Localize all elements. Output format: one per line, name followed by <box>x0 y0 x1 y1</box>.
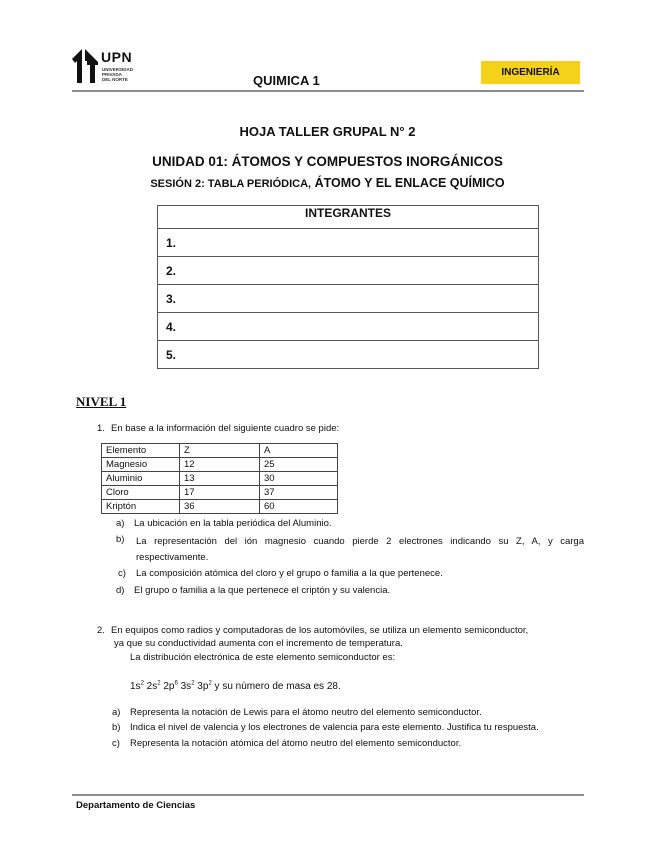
col-header: A <box>260 444 338 458</box>
member-row[interactable]: 1. <box>158 229 539 257</box>
member-row[interactable]: 5. <box>158 341 539 369</box>
footer-department: Departamento de Ciencias <box>76 800 196 811</box>
elements-table <box>101 443 338 514</box>
col-header: Z <box>180 444 260 458</box>
logo-subtitle: UNIVERSIDAD PRIVADA DEL NORTE <box>102 67 134 82</box>
course-title: QUIMICA 1 <box>253 73 320 88</box>
question-1: 1. En base a la información del siguiente cuadro se pide: <box>97 423 340 434</box>
member-row[interactable]: 3. <box>158 285 539 313</box>
question-2-line3: La distribución electrónica de este elemento semiconductor es: <box>130 652 396 663</box>
footer-divider <box>72 794 584 796</box>
q2-item-c: c) Representa la notación atómica del átomo neutro del elemento semiconductor. <box>112 738 462 749</box>
q2-item-b: b) Indica el nivel de valencia y los electrones de valencia para este elemento. Justifica tu respuesta. <box>112 722 539 733</box>
level-heading: NIVEL 1 <box>76 394 127 409</box>
q1-item-d: d) El grupo o familia a la que pertenece el criptón y su valencia. <box>116 585 391 596</box>
col-header: Elemento <box>102 444 180 458</box>
logo-text: UPN <box>101 49 133 65</box>
table-row: Cloro 17 37 <box>102 486 338 500</box>
table-row: Kriptón 36 60 <box>102 500 338 514</box>
upn-logo-icon <box>72 49 98 83</box>
table-row: Aluminio 13 30 <box>102 472 338 486</box>
q1-item-b: b) La representación del ión magnesio cuando pierde 2 electrones indicando su Z, A, y carga respectivamente. <box>116 534 584 563</box>
unit-title: UNIDAD 01: ÁTOMOS Y COMPUESTOS INORGÁNICOS <box>152 154 503 169</box>
members-table <box>157 205 539 369</box>
q2-item-a: a) Representa la notación de Lewis para el átomo neutro del elemento semiconductor. <box>112 707 482 718</box>
question-2-line2: ya que su conductividad aumenta con el incremento de temperatura. <box>114 638 403 649</box>
electron-configuration: $1s^2$ $2s^2$ $2p^6$ $3s^2$ $3p^2$ y su número de masa es 28. <box>130 680 341 692</box>
q1-item-c: c) La composición atómica del cloro y el grupo o familia a la que pertenece. <box>118 568 443 579</box>
faculty-badge: INGENIERÍA <box>481 61 580 84</box>
worksheet-title: HOJA TALLER GRUPAL N° 2 <box>239 124 416 139</box>
member-row[interactable]: 2. <box>158 257 539 285</box>
member-row[interactable]: 4. <box>158 313 539 341</box>
question-2: 2. En equipos como radios y computadoras de los automóviles, se utiliza un elemento semiconductor, <box>97 625 529 636</box>
header-divider <box>72 90 584 92</box>
session-title: SESIÓN 2: TABLA PERIÓDICA, ÁTOMO Y EL ENLACE QUÍMICO <box>150 176 505 190</box>
table-row: Magnesio 12 25 <box>102 458 338 472</box>
members-header: INTEGRANTES <box>158 206 539 229</box>
q1-item-a: a) La ubicación en la tabla periódica del Aluminio. <box>116 518 332 529</box>
